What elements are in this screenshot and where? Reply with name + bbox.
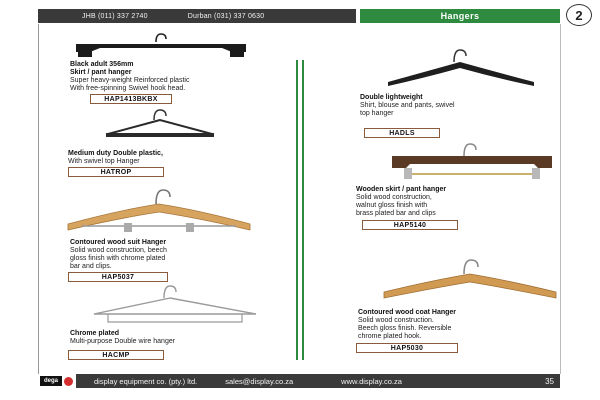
wood-coat-hanger-icon — [378, 252, 562, 304]
footer-bar — [38, 374, 560, 388]
durban-phone: Durban (031) 337 0630 — [187, 12, 265, 20]
product-name: Wooden skirt / pant hanger — [356, 186, 447, 193]
lightweight-hanger-icon — [384, 46, 538, 92]
logo-dot-icon — [64, 377, 73, 386]
logo-wordmark: dega — [40, 376, 62, 386]
product-desc-line: Solid wood construction, — [356, 194, 432, 201]
right-margin-rule — [560, 24, 561, 374]
product-code: HAP5140 — [362, 220, 458, 230]
wood-suit-hanger-icon — [60, 180, 258, 236]
wooden-skirt-hanger-icon — [388, 138, 556, 184]
website-address: www.display.co.za — [341, 376, 402, 386]
section-title: Hangers — [360, 9, 560, 23]
product-name: Contoured wood coat Hanger — [358, 309, 456, 316]
product-desc-line: top hanger — [360, 110, 394, 117]
product-name: Double lightweight — [360, 94, 423, 101]
product-code: HATROP — [68, 167, 164, 177]
black-plastic-hanger-icon — [72, 30, 250, 60]
contact-strip — [38, 9, 356, 23]
product-desc-line: Beech gloss finish. Reversible — [358, 325, 452, 332]
product-desc-line: bar and clips. — [70, 263, 112, 270]
product-desc-line: brass plated bar and clips — [356, 210, 436, 217]
product-code: HAP5030 — [356, 343, 458, 353]
product-desc-line: With free-spinning Swivel hook head. — [70, 85, 186, 92]
page-number: 35 — [545, 376, 554, 386]
product-desc-line: Solid wood construction, beech — [70, 247, 167, 254]
product-desc-line: Super heavy-weight Reinforced plastic — [70, 77, 190, 84]
product-code: HAP1413BKBX — [90, 94, 172, 104]
product-name: Chrome plated — [70, 330, 120, 337]
product-name-line2: Skirt / pant hanger — [70, 69, 132, 76]
header-bar — [38, 9, 560, 23]
product-desc-line: Solid wood construction. — [358, 317, 434, 324]
chrome-wire-hanger-icon — [88, 282, 262, 328]
product-code: HACMP — [68, 350, 164, 360]
product-name: Contoured wood suit Hanger — [70, 239, 167, 246]
page-badge: 2 — [566, 4, 592, 26]
product-desc-line: gloss finish with chrome plated — [70, 255, 166, 262]
column-divider-right — [302, 60, 304, 360]
column-divider-left — [296, 60, 298, 360]
product-desc-line: Multi-purpose Double wire hanger — [70, 338, 176, 345]
product-name: Black adult 356mm — [70, 61, 134, 68]
email-address: sales@display.co.za — [225, 376, 294, 386]
product-desc-line: With swivel top Hanger — [68, 158, 140, 165]
jhb-phone: JHB (011) 337 2740 — [82, 12, 148, 20]
product-code: HADLS — [364, 128, 440, 138]
product-desc-line: chrome plated hook. — [358, 333, 422, 340]
product-code: HAP5037 — [68, 272, 168, 282]
double-plastic-hanger-icon — [104, 106, 216, 144]
product-name: Medium duty Double plastic, — [68, 150, 163, 157]
company-name: display equipment co. (pty.) ltd. — [94, 376, 198, 386]
company-logo — [38, 374, 76, 388]
product-desc-line: Shirt, blouse and pants, swivel — [360, 102, 455, 109]
product-desc-line: walnut gloss finish with — [356, 202, 428, 209]
left-margin-rule — [38, 24, 39, 374]
